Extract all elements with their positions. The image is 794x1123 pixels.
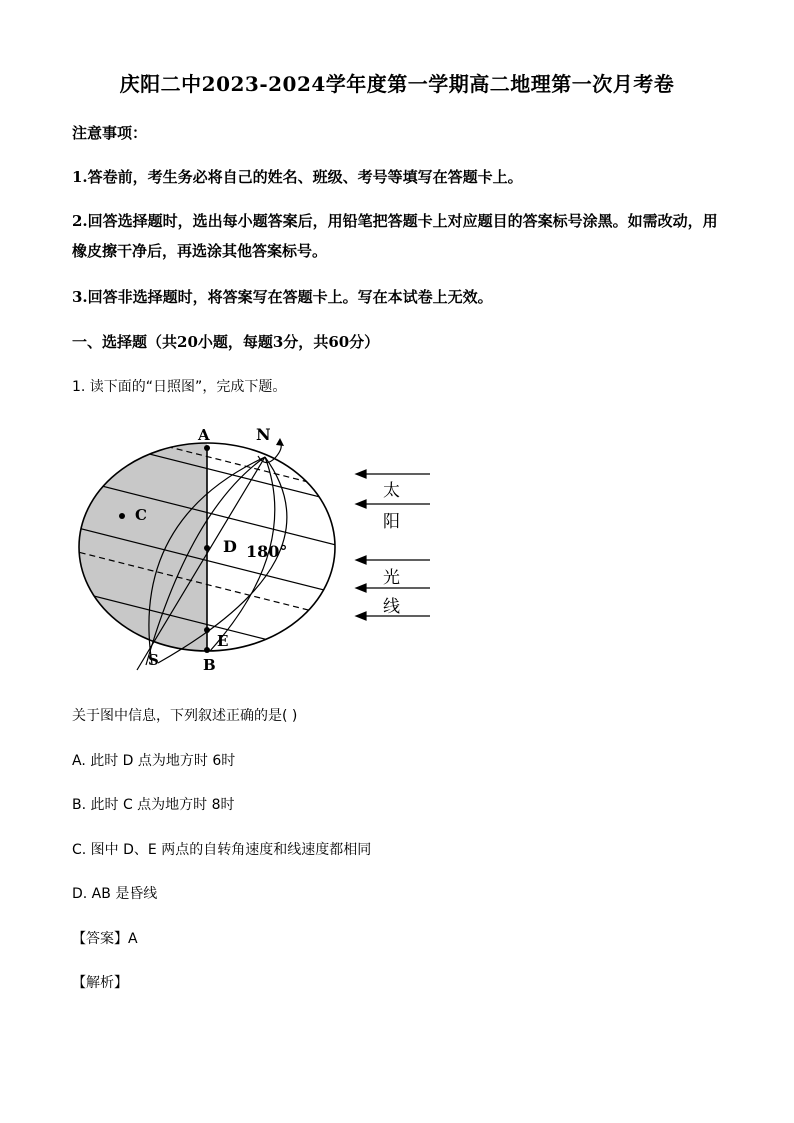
section-heading: 一、选择题（共20小题，每题3分，共60分）	[72, 333, 380, 351]
label-C: C	[135, 506, 147, 524]
question-stem: 1. 读下面的“日照图”，完成下题。	[72, 379, 287, 395]
question-prompt: 关于图中信息，下列叙述正确的是( )	[72, 708, 298, 724]
label-E: E	[217, 632, 229, 650]
answer-label: 【答案】	[72, 931, 128, 947]
notice-heading: 注意事项：	[72, 124, 148, 142]
sun-char-3: 光	[383, 568, 400, 588]
sun-char-2: 阳	[383, 512, 400, 532]
label-N: N	[256, 425, 271, 444]
label-B: B	[203, 656, 216, 674]
sunlight-diagram	[70, 420, 450, 675]
option-c: C. 图中 D、E 两点的自转角速度和线速度都相同	[72, 842, 372, 858]
answer-row	[72, 928, 138, 948]
label-D: D	[223, 537, 237, 556]
rotation-arrowhead-icon	[276, 438, 284, 446]
sun-char-1: 太	[383, 481, 400, 501]
page-title: 庆阳二中2023-2024学年度第一学期高二地理第一次月考卷	[119, 72, 675, 96]
label-A: A	[198, 426, 210, 444]
label-180-degrees: 180°	[246, 542, 288, 561]
notice-item-2: 2.回答选择题时，选出每小题答案后，用铅笔把答题卡上对应题目的答案标号涂黑。如需改动，用橡皮擦干净后，再选涂其他答案标号。	[72, 212, 718, 260]
option-d: D. AB 是昏线	[72, 886, 158, 902]
answer-value: A	[128, 931, 138, 947]
notice-item-3: 3.回答非选择题时，将答案写在答题卡上。写在本试卷上无效。	[72, 288, 493, 306]
notice-item-1: 1.答卷前，考生务必将自己的姓名、班级、考号等填写在答题卡上。	[72, 168, 523, 186]
option-b: B. 此时 C 点为地方时 8时	[72, 797, 235, 813]
sun-char-4: 线	[383, 597, 400, 617]
analysis-label: 【解析】	[72, 975, 128, 991]
label-S: S	[148, 651, 159, 669]
option-a: A. 此时 D 点为地方时 6时	[72, 753, 236, 769]
